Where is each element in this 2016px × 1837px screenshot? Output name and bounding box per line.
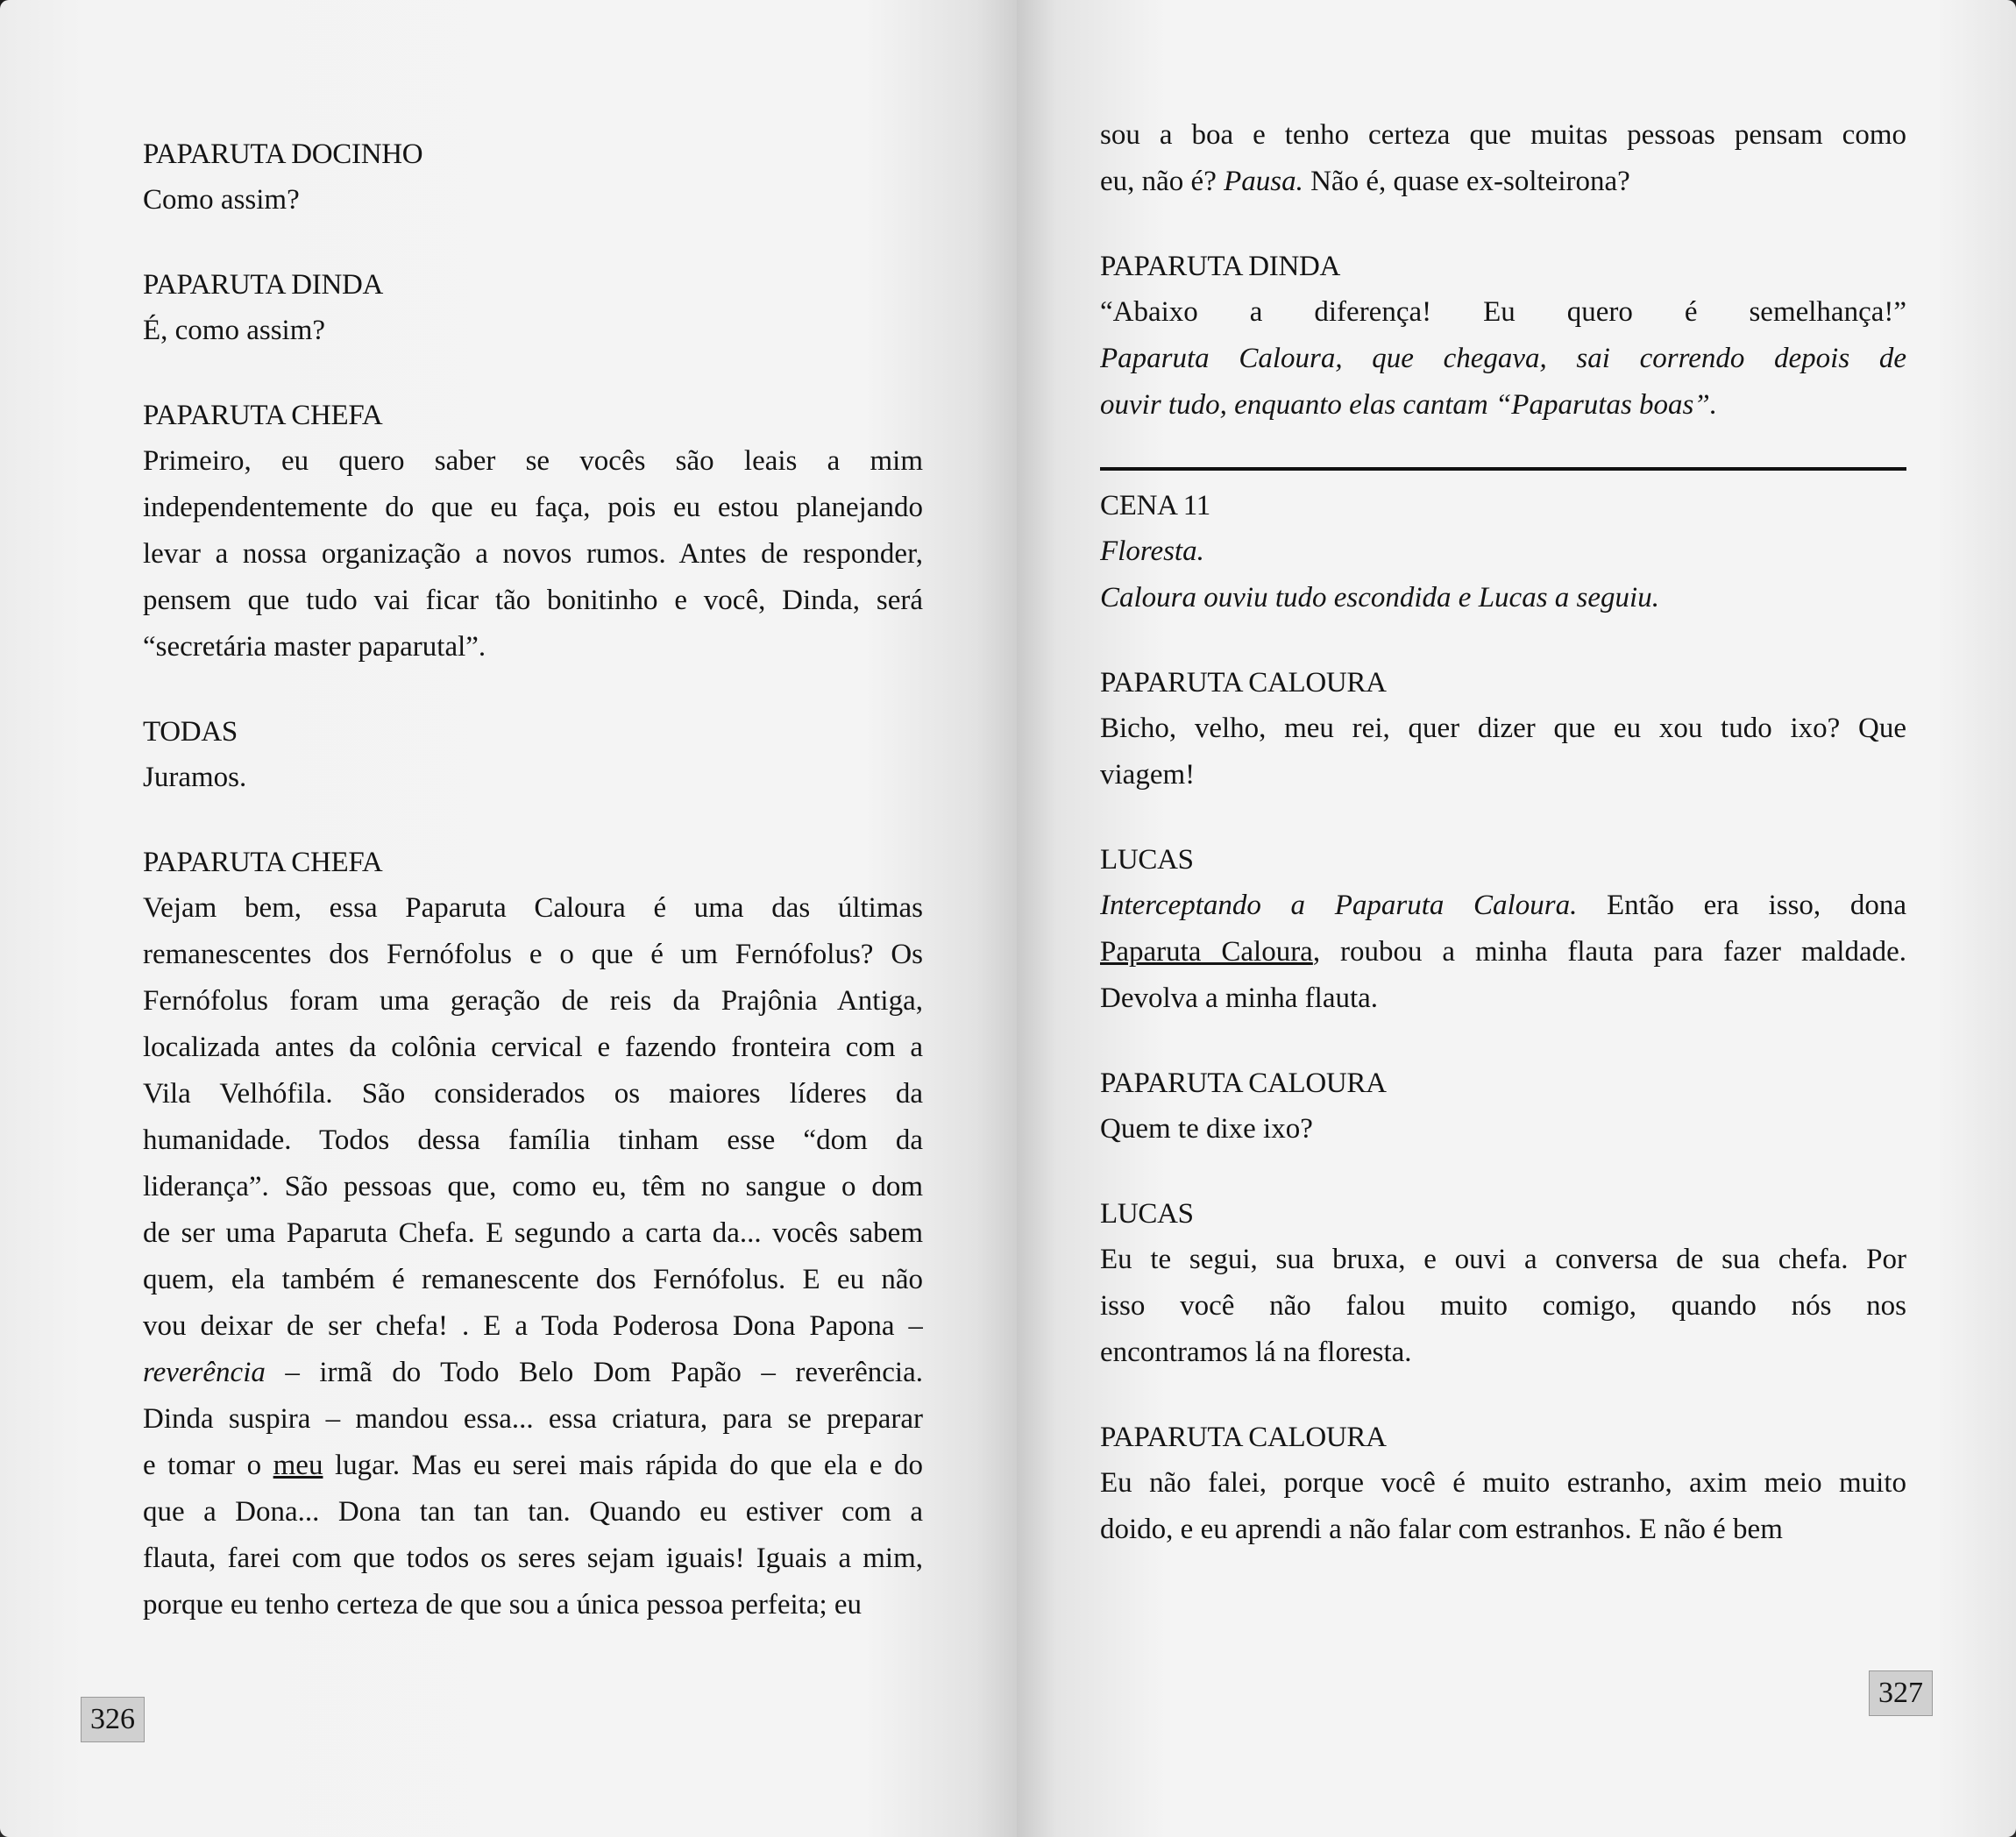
- line-text: Bicho, velho, meu rei, quer dizer que eu xou tudo ixo? Que: [1100, 713, 1906, 744]
- line-text: eu, não é?: [1100, 166, 1225, 197]
- text-line: [1100, 289, 1906, 336]
- text-line: [1100, 1507, 1906, 1553]
- line-text: localizada antes da colônia cervical e fazendo fronteira com a: [143, 1032, 923, 1063]
- line-text: Não é, quase ex-solteirona?: [1303, 166, 1630, 197]
- line-text: quem, ela também é remanescente dos Fernófolus. E eu não: [143, 1264, 923, 1295]
- line-text: encontramos lá na floresta.: [1100, 1337, 1412, 1368]
- text-line: [1100, 1237, 1906, 1283]
- text-line: [1100, 1106, 1906, 1153]
- text-line: [1100, 1460, 1906, 1507]
- dialogue-block: [143, 393, 923, 670]
- underlined-text: meu: [273, 1450, 323, 1481]
- line-text: Eu não falei, porque você é muito estranho, axim meio muito: [1100, 1467, 1906, 1499]
- dialogue-block: [1100, 660, 1906, 798]
- text-line: [143, 485, 923, 531]
- text-line: [143, 1071, 923, 1117]
- scene-title: CENA 11: [1100, 490, 1210, 521]
- text-line: [143, 1117, 923, 1164]
- dialogue-block: [1100, 112, 1906, 205]
- page-number-right: 327: [1869, 1670, 1933, 1716]
- text-line: [1100, 752, 1906, 798]
- text-line: [1100, 975, 1906, 1022]
- speaker-name: PAPARUTA CALOURA: [1100, 1067, 1387, 1099]
- text-line: [1100, 575, 1906, 621]
- speaker-name: PAPARUTA CHEFA: [143, 847, 383, 878]
- text-line: [1100, 1330, 1906, 1376]
- text-line: [143, 1210, 923, 1257]
- line-text: Fernófolus foram uma geração de reis da Prajônia Antiga,: [143, 985, 923, 1017]
- line-text: Devolva a minha flauta.: [1100, 982, 1379, 1014]
- stage-direction-text: Caloura ouviu tudo escondida e Lucas a seguiu.: [1100, 582, 1659, 614]
- line-text: porque eu tenho certeza de que sou a única pessoa perfeita; eu: [143, 1589, 862, 1621]
- text-line: [1100, 159, 1906, 205]
- text-line: [143, 885, 923, 932]
- dialogue-block: [143, 131, 923, 223]
- text-line: [143, 755, 923, 801]
- line-text: levar a nossa organização a novos rumos. Antes de responder,: [143, 538, 923, 570]
- line-text: de ser uma Paparuta Chefa. E segundo a carta da... vocês sabem: [143, 1217, 923, 1249]
- line-text: doido, e eu aprendi a não falar com estranhos. E não é bem: [1100, 1514, 1783, 1545]
- dialogue-block: [143, 709, 923, 801]
- dialogue-block: [1100, 244, 1906, 429]
- line-text: liderança”. São pessoas que, como eu, têm no sangue o dom: [143, 1171, 923, 1202]
- stage-direction-text: Paparuta Caloura, que chegava, sai correndo depois de: [1100, 343, 1906, 374]
- line-text: “secretária master paparutal”.: [143, 631, 486, 663]
- speaker-name: PAPARUTA DINDA: [143, 269, 384, 301]
- line-text: que a Dona... Dona tan tan tan. Quando eu estiver com a: [143, 1496, 923, 1528]
- line-text: Eu te segui, sua bruxa, e ouvi a conversa de sua chefa. Por: [1100, 1244, 1906, 1275]
- line-text: sou a boa e tenho certeza que muitas pessoas pensam como: [1100, 119, 1906, 151]
- line-text: independentemente do que eu faça, pois eu estou planejando: [143, 492, 923, 523]
- line-text: isso você não falou muito comigo, quando nós nos: [1100, 1290, 1906, 1322]
- text-line: [1100, 883, 1906, 929]
- text-line: [1100, 336, 1906, 382]
- line-text: lugar. Mas eu serei mais rápida do que ela e do: [323, 1450, 923, 1481]
- line-text: Dinda suspira – mandou essa... essa criatura, para se preparar: [143, 1403, 923, 1435]
- stage-direction-text: Pausa.: [1224, 166, 1303, 197]
- line-text: “Abaixo a diferença! Eu quero é semelhança!”: [1100, 296, 1906, 328]
- line-text: vou deixar de ser chefa! . E a Toda Poderosa Dona Papona –: [143, 1310, 923, 1342]
- line-text: flauta, farei com que todos os seres sejam iguais! Iguais a mim,: [143, 1543, 923, 1574]
- line-text: viagem!: [1100, 759, 1196, 791]
- text-line: [1100, 1283, 1906, 1330]
- line-text: É, como assim?: [143, 315, 326, 346]
- text-line: [143, 177, 923, 223]
- speaker-name: LUCAS: [1100, 1198, 1194, 1230]
- underlined-text: Paparuta Caloura: [1100, 936, 1313, 968]
- line-text: Então era isso, dona: [1577, 890, 1906, 921]
- left-text-column: [143, 131, 923, 1667]
- speaker-name: PAPARUTA DINDA: [1100, 251, 1341, 282]
- text-line: [143, 1025, 923, 1071]
- stage-direction-text: reverência: [143, 1357, 266, 1388]
- line-text: Vejam bem, essa Paparuta Caloura é uma das últimas: [143, 892, 923, 924]
- stage-direction-text: Interceptando a Paparuta Caloura.: [1100, 890, 1578, 921]
- line-text: Juramos.: [143, 762, 247, 793]
- dialogue-block: [1100, 837, 1906, 1022]
- right-page: [1017, 0, 2016, 1837]
- text-line: [143, 932, 923, 978]
- speaker-name: TODAS: [143, 716, 238, 748]
- line-text: e tomar o: [143, 1450, 273, 1481]
- dialogue-block: [1100, 1415, 1906, 1553]
- line-text: humanidade. Todos dessa família tinham esse “dom da: [143, 1124, 923, 1156]
- scene-block: [1100, 483, 1906, 621]
- text-line: [143, 1489, 923, 1536]
- line-text: Como assim?: [143, 184, 300, 216]
- text-line: [1100, 112, 1906, 159]
- scene-divider: [1100, 467, 1906, 471]
- dialogue-block: [1100, 1191, 1906, 1376]
- text-line: [143, 578, 923, 624]
- text-line: [1100, 528, 1906, 575]
- stage-direction-text: ouvir tudo, enquanto elas cantam “Paparutas boas”.: [1100, 389, 1718, 421]
- text-line: [143, 1257, 923, 1303]
- line-text: pensem que tudo vai ficar tão bonitinho e você, Dinda, será: [143, 585, 923, 616]
- page-number-left: 326: [81, 1697, 145, 1742]
- stage-direction-text: Floresta.: [1100, 535, 1204, 567]
- line-text: , roubou a minha flauta para fazer maldade.: [1312, 936, 1906, 968]
- speaker-name: PAPARUTA CALOURA: [1100, 667, 1387, 699]
- line-text: remanescentes dos Fernófolus e o que é um Fernófolus? Os: [143, 939, 923, 970]
- text-line: [143, 1396, 923, 1443]
- line-text: Quem te dixe ixo?: [1100, 1113, 1313, 1145]
- text-line: [1100, 706, 1906, 752]
- dialogue-block: [1100, 1060, 1906, 1153]
- text-line: [143, 1443, 923, 1489]
- speaker-name: PAPARUTA CHEFA: [143, 400, 383, 431]
- text-line: [143, 624, 923, 670]
- text-line: [143, 531, 923, 578]
- text-line: [143, 978, 923, 1025]
- text-line: [143, 1303, 923, 1350]
- speaker-name: LUCAS: [1100, 844, 1194, 876]
- dialogue-block: [143, 262, 923, 354]
- text-line: [143, 1164, 923, 1210]
- line-text: – irmã do Todo Belo Dom Papão – reverência.: [265, 1357, 923, 1388]
- speaker-name: PAPARUTA DOCINHO: [143, 138, 423, 170]
- line-text: Primeiro, eu quero saber se vocês são leais a mim: [143, 445, 923, 477]
- text-line: [143, 1350, 923, 1396]
- text-line: [143, 1536, 923, 1582]
- right-text-column: [1100, 112, 1906, 1592]
- text-line: [1100, 382, 1906, 429]
- text-line: [143, 438, 923, 485]
- speaker-name: PAPARUTA CALOURA: [1100, 1422, 1387, 1453]
- text-line: [143, 308, 923, 354]
- text-line: [1100, 929, 1906, 975]
- text-line: [143, 1582, 923, 1628]
- line-text: Vila Velhófila. São considerados os maiores líderes da: [143, 1078, 923, 1110]
- dialogue-block: [143, 840, 923, 1628]
